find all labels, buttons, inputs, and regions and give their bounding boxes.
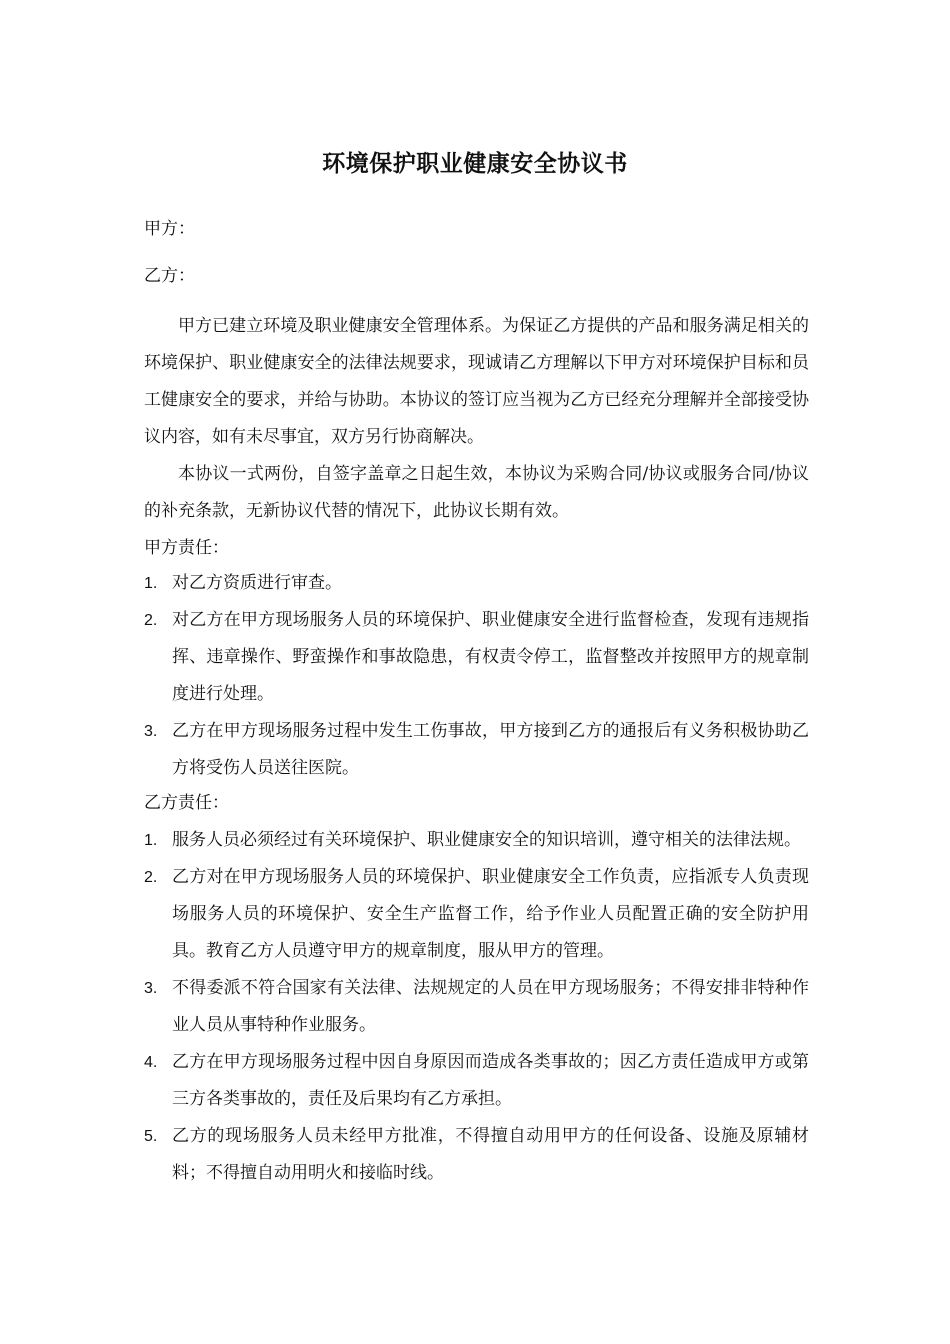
list-item [144, 970, 809, 1044]
list-item-number: 2. [144, 612, 158, 629]
list-item-text: 对乙方资质进行审查。 [172, 573, 342, 593]
party-a-label: 甲方： [144, 219, 195, 239]
list-item-number: 1. [144, 832, 158, 849]
list-item [144, 822, 809, 859]
list-item-number: 4. [144, 1054, 158, 1071]
list-item [144, 859, 809, 970]
document-title: 环境保护职业健康安全协议书 [322, 150, 628, 177]
list-item-text: 乙方在甲方现场服务过程中发生工伤事故，甲方接到乙方的通报后有义务积极协助乙方将受伤人员送往医院。 [172, 721, 809, 778]
list-item-text: 服务人员必须经过有关环境保护、职业健康安全的知识培训，遵守相关的法律法规。 [172, 830, 801, 850]
party-b-duties-list [144, 822, 809, 1192]
list-item-text: 乙方的现场服务人员未经甲方批准，不得擅自动用甲方的任何设备、设施及原辅材料；不得擅自动用明火和接临时线。 [172, 1126, 809, 1183]
list-item-text: 不得委派不符合国家有关法律、法规规定的人员在甲方现场服务；不得安排非特种作业人员从事特种作业服务。 [172, 978, 809, 1035]
party-a-duties-heading: 甲方责任： [144, 538, 229, 558]
list-item-number: 1. [144, 575, 158, 592]
validity-paragraph: 本协议一式两份，自签字盖章之日起生效，本协议为采购合同/协议或服务合同/协议的补充条款，无新协议代替的情况下，此协议长期有效。 [144, 464, 809, 521]
list-item [144, 1044, 809, 1118]
list-item [144, 713, 809, 787]
list-item-number: 5. [144, 1128, 158, 1145]
list-item-number: 2. [144, 869, 158, 886]
party-a-duties-list [144, 565, 809, 787]
list-item-text: 乙方在甲方现场服务过程中因自身原因而造成各类事故的；因乙方责任造成甲方或第三方各类事故的，责任及后果均有乙方承担。 [172, 1052, 809, 1109]
list-item-text: 乙方对在甲方现场服务人员的环境保护、职业健康安全工作负责，应指派专人负责现场服务人员的环境保护、安全生产监督工作，给予作业人员配置正确的安全防护用具。教育乙方人员遵守甲方的规章制度，服从甲方的管理。 [172, 867, 809, 961]
list-item [144, 565, 809, 602]
list-item [144, 1118, 809, 1192]
party-b-label: 乙方： [144, 266, 195, 286]
list-item-text: 对乙方在甲方现场服务人员的环境保护、职业健康安全进行监督检查，发现有违规指挥、违章操作、野蛮操作和事故隐患，有权责令停工，监督整改并按照甲方的规章制度进行处理。 [172, 610, 809, 704]
list-item [144, 602, 809, 713]
list-item-number: 3. [144, 980, 158, 997]
list-item-number: 3. [144, 723, 158, 740]
intro-paragraph: 甲方已建立环境及职业健康安全管理体系。为保证乙方提供的产品和服务满足相关的环境保护、职业健康安全的法律法规要求，现诚请乙方理解以下甲方对环境保护目标和员工健康安全的要求，并给与协助。本协议的签订应当视为乙方已经充分理解并全部接受协议内容，如有未尽事宜，双方另行协商解决。 [144, 316, 809, 447]
party-b-duties-heading: 乙方责任： [144, 793, 229, 813]
